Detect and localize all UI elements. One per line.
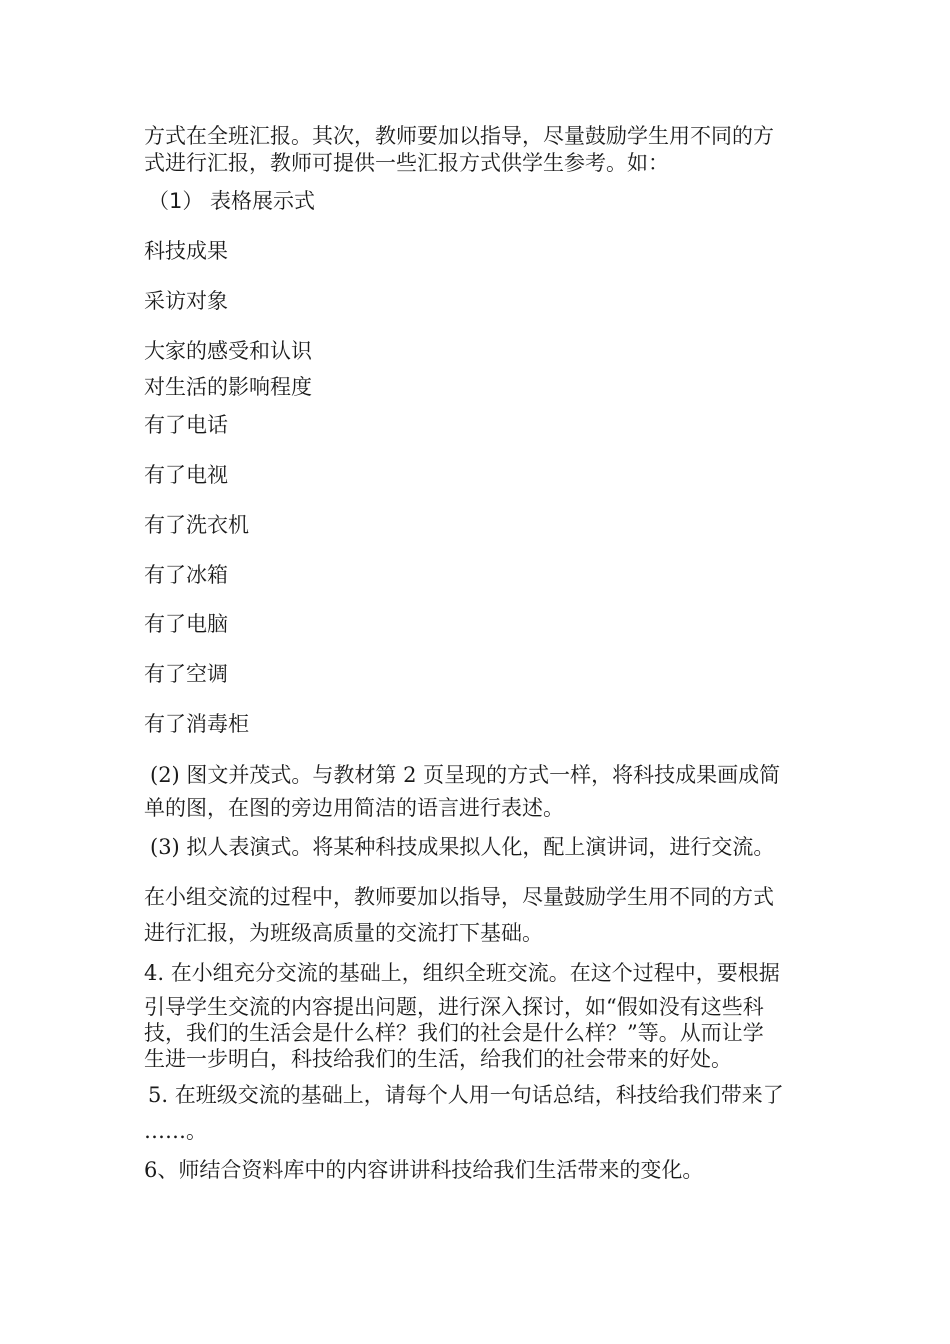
table-cell-header: 采访对象: [144, 289, 228, 313]
paragraph-line: 4. 在小组充分交流的基础上，组织全班交流。在这个过程中，要根据: [144, 961, 780, 985]
paragraph-line: 6、师结合资料库中的内容讲讲科技给我们生活带来的变化。: [144, 1158, 704, 1182]
table-cell-header: 科技成果: [144, 239, 228, 263]
table-cell: 有了电话: [144, 413, 228, 437]
paragraph-line: 引导学生交流的内容提出问题，进行深入探讨，如“假如没有这些科: [144, 995, 764, 1019]
paragraph-line: 技，我们的生活会是什么样？我们的社会是什么样？”等。从而让学: [144, 1021, 764, 1045]
paragraph-line: 生进一步明白，科技给我们的生活，给我们的社会带来的好处。: [144, 1047, 732, 1071]
table-cell: 有了消毒柜: [144, 712, 249, 736]
table-cell: 有了空调: [144, 662, 228, 686]
paragraph-line: 进行汇报，为班级高质量的交流打下基础。: [144, 921, 543, 945]
table-cell: 有了电视: [144, 463, 228, 487]
paragraph-line: 式进行汇报，教师可提供一些汇报方式供学生参考。如：: [144, 151, 669, 175]
table-cell: 有了电脑: [144, 612, 228, 636]
paragraph-line: 在小组交流的过程中，教师要加以指导，尽量鼓励学生用不同的方式: [144, 885, 774, 909]
table-cell-header: 大家的感受和认识: [144, 339, 312, 363]
table-cell-header: 对生活的影响程度: [144, 375, 312, 399]
table-cell: 有了冰箱: [144, 563, 228, 587]
table-cell: 有了洗衣机: [144, 513, 249, 537]
paragraph-line: ……。: [144, 1119, 207, 1143]
paragraph-line: 方式在全班汇报。其次，教师要加以指导，尽量鼓励学生用不同的方: [144, 124, 774, 148]
section-heading: （1） 表格展示式: [148, 189, 316, 213]
paragraph-line: 5. 在班级交流的基础上，请每个人用一句话总结，科技给我们带来了: [148, 1083, 784, 1107]
paragraph-line: (3) 拟人表演式。将某种科技成果拟人化，配上演讲词，进行交流。: [150, 835, 775, 859]
paragraph-line: 单的图，在图的旁边用简洁的语言进行表述。: [144, 796, 564, 820]
paragraph-line: (2) 图文并茂式。与教材第 2 页呈现的方式一样，将科技成果画成简: [150, 763, 781, 787]
